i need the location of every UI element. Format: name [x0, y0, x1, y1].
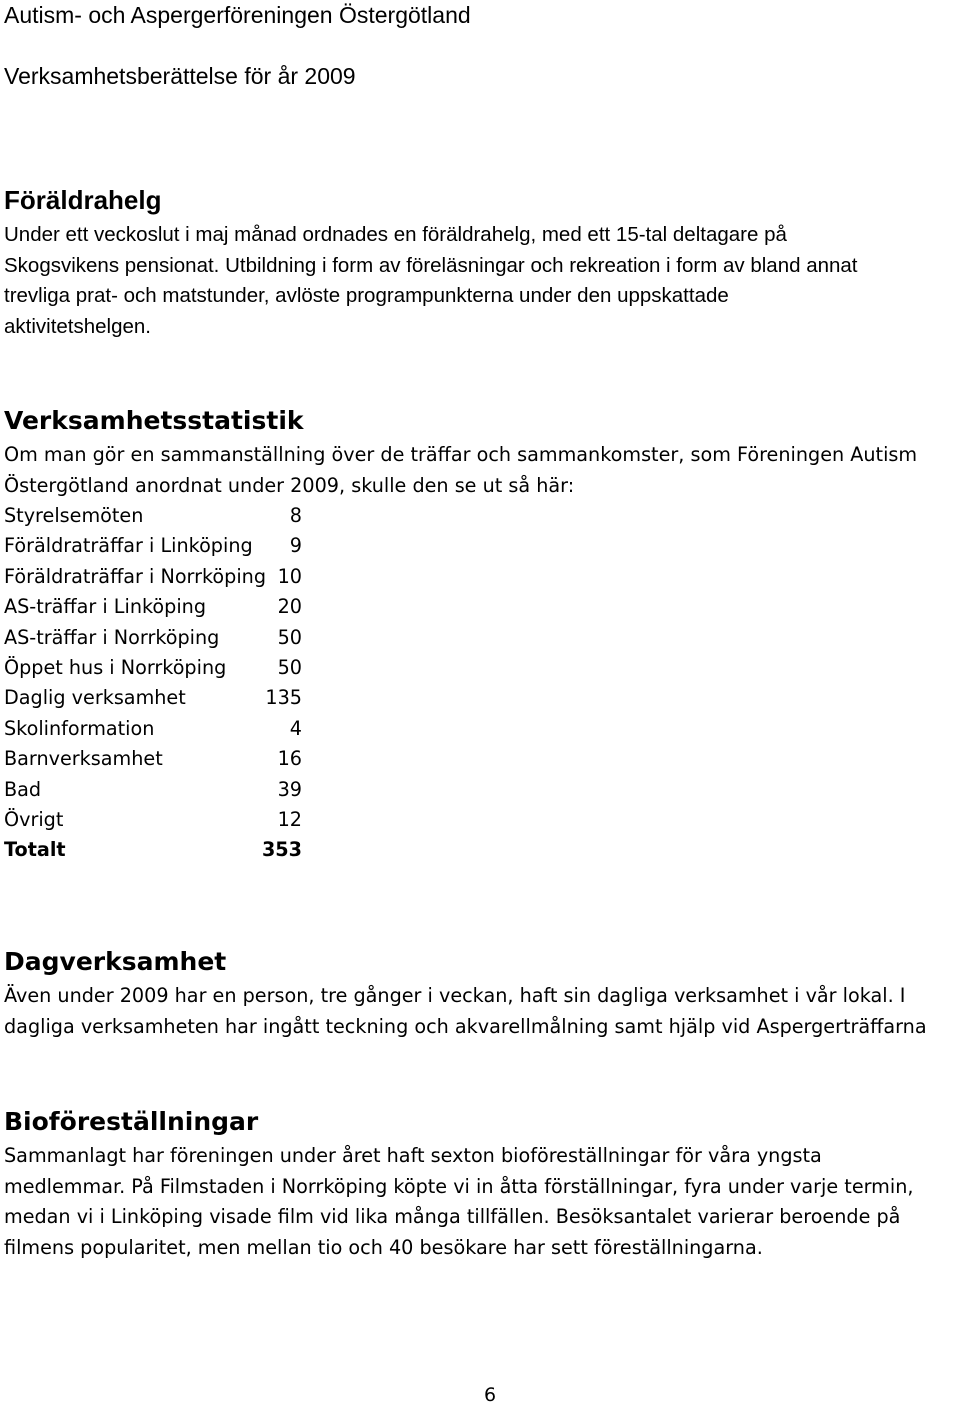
section-heading-bioforestallningar: Bioföreställningar — [4, 1107, 259, 1136]
section-heading-foraldrahelg: Föräldrahelg — [4, 185, 162, 215]
stat-label: Föräldraträffar i Linköping — [4, 534, 253, 558]
paragraph-line: dagliga verksamheten har ingått teckning och akvarellmålning samt hjälp vid Aspergerträffarna — [4, 1014, 927, 1038]
stat-label: Övrigt — [4, 807, 64, 831]
page-number: 6 — [483, 1384, 497, 1406]
stat-label: AS-träffar i Linköping — [4, 595, 206, 619]
section-heading-verksamhetsstatistik: Verksamhetsstatistik — [4, 406, 304, 435]
stat-value: 135 — [265, 686, 302, 710]
stat-row-foraldratraffar-norrkoping — [4, 562, 304, 592]
stat-value: 8 — [289, 504, 302, 527]
stat-row-ovrigt — [4, 805, 304, 835]
paragraph-line: Även under 2009 har en person, tre gånger i veckan, haft sin dagliga verksamhet i vår lokal. I — [4, 984, 906, 1007]
stat-label: Bad — [4, 777, 42, 801]
stat-row-foraldratraffar-linkoping — [4, 531, 304, 561]
stat-row-totalt — [4, 835, 304, 865]
stat-row-oppet-hus-norrkoping — [4, 653, 304, 683]
statistics-table — [4, 501, 304, 866]
stat-value: 10 — [277, 564, 302, 588]
report-title: Verksamhetsberättelse för år 2009 — [4, 63, 356, 89]
stat-value: 39 — [277, 777, 302, 801]
stat-label: Barnverksamhet — [4, 747, 163, 771]
stat-label: Skolinformation — [4, 716, 155, 740]
stat-row-skolinformation — [4, 714, 304, 744]
stat-value: 50 — [277, 655, 302, 679]
verksamhetsstatistik-intro — [4, 440, 958, 501]
stat-row-as-traffar-norrkoping — [4, 623, 304, 653]
paragraph-line: aktivitetshelgen. — [4, 314, 152, 338]
stat-row-daglig-verksamhet — [4, 683, 304, 713]
paragraph-line: medlemmar. På Filmstaden i Norrköping köpte vi in åtta förställningar, fyra under varje termin, — [4, 1174, 914, 1198]
stat-label: Föräldraträffar i Norrköping — [4, 564, 267, 588]
stat-label: Öppet hus i Norrköping — [4, 655, 227, 679]
stat-value: 12 — [277, 807, 302, 831]
organization-title: Autism- och Aspergerföreningen Östergötland — [4, 2, 471, 28]
stat-label: AS-träffar i Norrköping — [4, 625, 220, 649]
paragraph-line: Östergötland anordnat under 2009, skulle den se ut så här: — [4, 473, 575, 497]
foraldrahelg-paragraph — [4, 220, 958, 342]
stat-row-as-traffar-linkoping — [4, 592, 304, 622]
stat-row-styrelsemoten — [4, 501, 304, 531]
stat-value: 16 — [277, 747, 302, 771]
stat-value: 20 — [277, 595, 302, 619]
paragraph-line: filmens popularitet, men mellan tio och 40 besökare har sett föreställningarna. — [4, 1235, 763, 1259]
stat-label: Daglig verksamhet — [4, 686, 186, 710]
paragraph-line: Sammanlagt har föreningen under året haft sexton bioföreställningar för våra yngsta — [4, 1144, 822, 1167]
stat-label: Styrelsemöten — [4, 504, 144, 527]
stat-value: 4 — [289, 716, 302, 740]
bioforestallningar-paragraph — [4, 1141, 958, 1263]
stat-total-value: 353 — [261, 838, 302, 862]
paragraph-line: Om man gör en sammanställning över de träffar och sammankomster, som Föreningen Autism — [4, 443, 918, 466]
paragraph-line: trevliga prat- och matstunder, avlöste programpunkterna under den uppskattade — [4, 284, 729, 307]
stat-row-barnverksamhet — [4, 744, 304, 774]
paragraph-line: Skogsvikens pensionat. Utbildning i form av föreläsningar och rekreation i form av bland annat — [4, 253, 858, 277]
stat-row-bad — [4, 775, 304, 805]
paragraph-line: Under ett veckoslut i maj månad ordnades en föräldrahelg, med ett 15-tal deltagare på — [4, 223, 787, 246]
dagverksamhet-paragraph — [4, 981, 958, 1042]
section-heading-dagverksamhet: Dagverksamhet — [4, 947, 227, 976]
stat-value: 9 — [289, 534, 302, 558]
stat-total-label: Totalt — [4, 838, 66, 862]
stat-value: 50 — [277, 625, 302, 649]
paragraph-line: medan vi i Linköping visade film vid lika många tillfällen. Besöksantalet varierar beroende på — [4, 1205, 901, 1228]
